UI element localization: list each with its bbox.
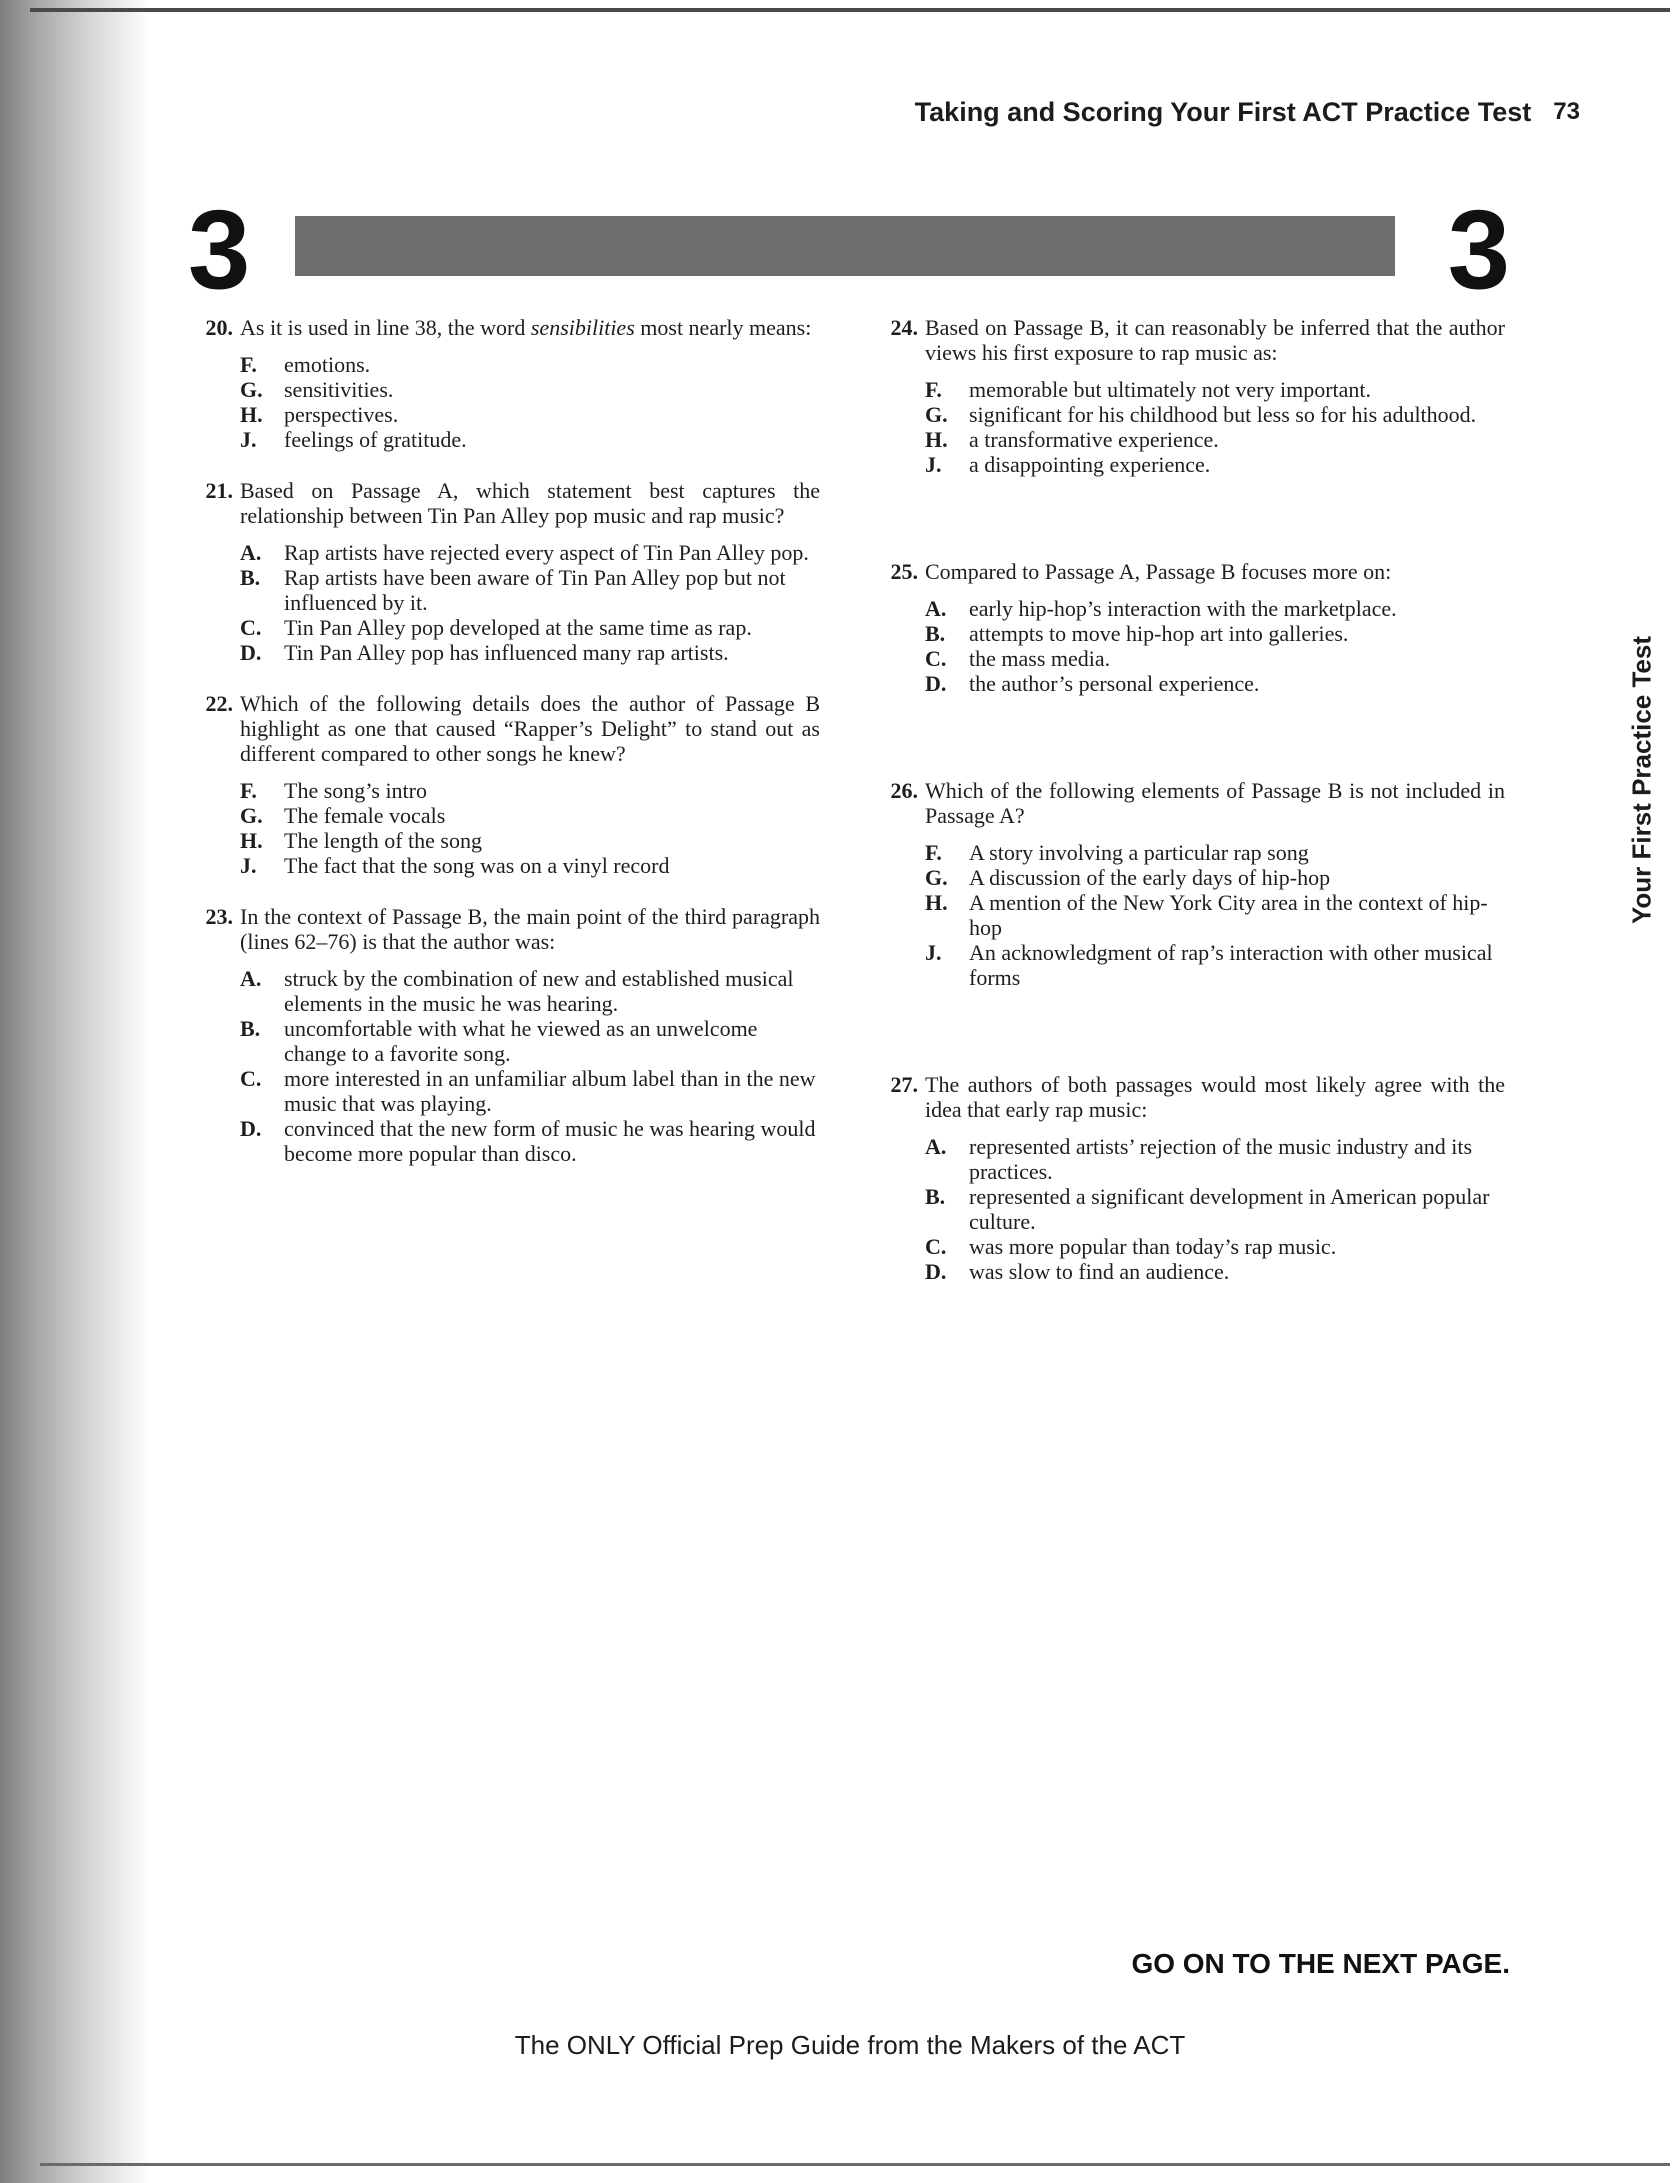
answer-choice-f[interactable]: F. memorable but ultimately not very important. <box>925 377 1372 402</box>
answer-choice-d[interactable]: D. convinced that the new form of music he was hearing would become more popular than disco. <box>240 1116 816 1166</box>
running-head <box>820 90 1580 134</box>
answer-choice-c[interactable]: C. Tin Pan Alley pop developed at the same time as rap. <box>240 615 752 640</box>
question-stem: The authors of both passages would most likely agree with the idea that early rap music: <box>925 1072 1505 1122</box>
question-number: 21. <box>205 478 233 503</box>
question-25 <box>875 559 1505 696</box>
answer-choice-a[interactable]: A. early hip-hop’s interaction with the marketplace. <box>925 596 1397 621</box>
question-20 <box>190 315 820 452</box>
go-on-notice: GO ON TO THE NEXT PAGE. <box>1131 1948 1510 1979</box>
answer-choice-b[interactable]: B. uncomfortable with what he viewed as an unwelcome change to a favorite song. <box>240 1016 758 1066</box>
emphasized-word: sensibilities <box>530 315 635 340</box>
question-number: 26. <box>890 778 918 803</box>
section-bar <box>180 187 1510 312</box>
answer-choice-b[interactable]: B. represented a significant development in American popular culture. <box>925 1184 1490 1234</box>
answer-choice-f[interactable]: F. The song’s intro <box>240 778 427 803</box>
question-stem: Which of the following elements of Passage B is not included in Passage A? <box>925 778 1505 828</box>
side-tab <box>1622 620 1662 940</box>
question-number: 20. <box>205 315 233 340</box>
question-number: 27. <box>890 1072 918 1097</box>
side-tab-label: Your First Practice Test <box>1626 635 1657 925</box>
answer-choice-h[interactable]: H. perspectives. <box>240 402 399 427</box>
question-stem: Which of the following details does the author of Passage B highlight as one that caused “Rapper’s Delight” to stand out as different compared to other songs he knew? <box>240 691 820 766</box>
question-22 <box>190 691 820 878</box>
answer-choice-j[interactable]: J. An acknowledgment of rap’s interaction with other musical forms <box>925 940 1493 990</box>
answer-choice-c[interactable]: C. was more popular than today’s rap music. <box>925 1234 1337 1259</box>
answer-choice-g[interactable]: G. A discussion of the early days of hip-hop <box>925 865 1331 890</box>
question-stem: Compared to Passage A, Passage B focuses more on: <box>925 559 1392 584</box>
answer-choice-c[interactable]: C. the mass media. <box>925 646 1111 671</box>
right-column <box>875 315 1505 1284</box>
question-number: 25. <box>890 559 918 584</box>
question-stem: In the context of Passage B, the main point of the third paragraph (lines 62–76) is that the author was: <box>240 904 820 954</box>
section-number-left: 3 <box>188 187 251 312</box>
answer-choice-a[interactable]: A. represented artists’ rejection of the music industry and its practices. <box>925 1134 1473 1184</box>
answer-choice-j[interactable]: J. The fact that the song was on a vinyl record <box>240 853 670 878</box>
answer-choice-f[interactable]: F. A story involving a particular rap song <box>925 840 1309 865</box>
answer-choice-d[interactable]: D. was slow to find an audience. <box>925 1259 1230 1284</box>
question-number: 24. <box>890 315 918 340</box>
answer-choice-a[interactable]: A. Rap artists have rejected every aspect of Tin Pan Alley pop. <box>240 540 809 565</box>
answer-choice-h[interactable]: H. The length of the song <box>240 828 482 853</box>
bottom-rule <box>40 2163 1670 2166</box>
answer-choice-d[interactable]: D. the author’s personal experience. <box>925 671 1260 696</box>
question-21 <box>190 478 820 665</box>
answer-choice-g[interactable]: G. significant for his childhood but less so for his adulthood. <box>925 402 1477 427</box>
answer-choice-d[interactable]: D. Tin Pan Alley pop has influenced many rap artists. <box>240 640 729 665</box>
question-stem: As it is used in line 38, the word sensibilities most nearly means: <box>240 315 812 340</box>
answer-choice-g[interactable]: G. sensitivities. <box>240 377 394 402</box>
question-stem: Based on Passage A, which statement best captures the relationship between Tin Pan Alley pop music and rap music? <box>240 478 820 528</box>
question-23 <box>190 904 820 1166</box>
question-stem: Based on Passage B, it can reasonably be inferred that the author views his first exposure to rap music as: <box>925 315 1505 365</box>
top-rule <box>30 8 1670 12</box>
question-number: 23. <box>205 904 233 929</box>
answer-choice-h[interactable]: H. a transformative experience. <box>925 427 1219 452</box>
running-head-title: Taking and Scoring Your First ACT Practice Test <box>914 96 1532 127</box>
page-footer: The ONLY Official Prep Guide from the Makers of the ACT <box>514 2030 1186 2060</box>
question-24 <box>875 315 1505 477</box>
answer-choice-h[interactable]: H. A mention of the New York City area in the context of hip-hop <box>925 890 1488 940</box>
page-number: 73 <box>1553 98 1580 125</box>
question-number: 22. <box>205 691 233 716</box>
left-column <box>190 315 820 1166</box>
binding-shadow <box>0 0 150 2183</box>
answer-choice-b[interactable]: B. attempts to move hip-hop art into galleries. <box>925 621 1349 646</box>
section-number-right: 3 <box>1447 187 1510 312</box>
answer-choice-j[interactable]: J. feelings of gratitude. <box>240 427 467 452</box>
answer-choice-g[interactable]: G. The female vocals <box>240 803 446 828</box>
answer-choice-a[interactable]: A. struck by the combination of new and established musical elements in the music he was hearing. <box>240 966 794 1016</box>
answer-choice-j[interactable]: J. a disappointing experience. <box>925 452 1211 477</box>
answer-choice-f[interactable]: F. emotions. <box>240 352 371 377</box>
section-bar-fill <box>295 216 1395 276</box>
question-27 <box>875 1072 1505 1284</box>
answer-choice-c[interactable]: C. more interested in an unfamiliar album label than in the new music that was playing. <box>240 1066 816 1116</box>
answer-choice-b[interactable]: B. Rap artists have been aware of Tin Pan Alley pop but not influenced by it. <box>240 565 786 615</box>
question-26 <box>875 778 1505 990</box>
